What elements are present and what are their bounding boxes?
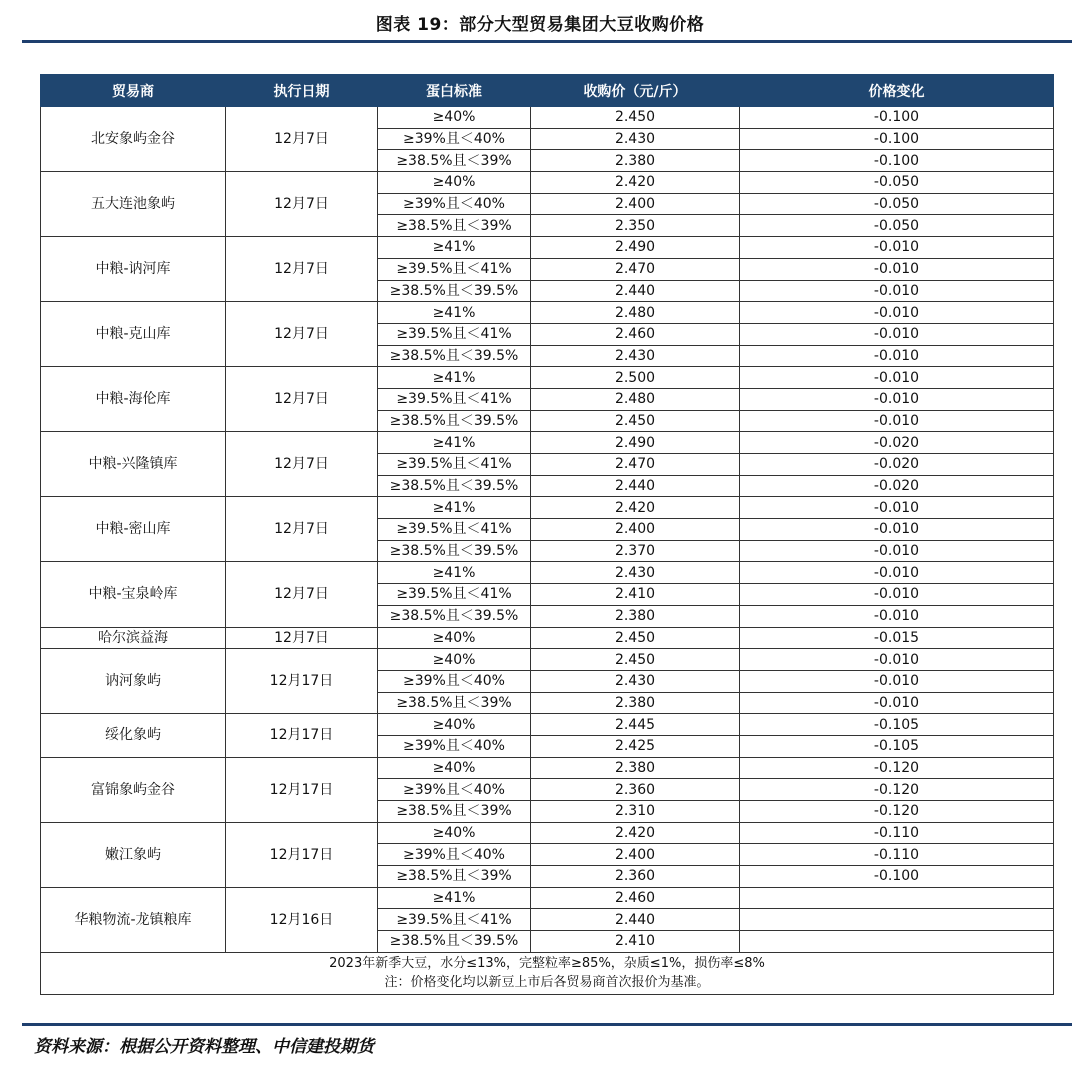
protein-cell: ≥39.5%且＜41% xyxy=(378,519,531,541)
change-cell: -0.120 xyxy=(740,779,1054,801)
price-cell: 2.380 xyxy=(531,692,740,714)
price-cell: 2.450 xyxy=(531,107,740,129)
date-cell: 12月7日 xyxy=(226,432,378,497)
change-cell: -0.105 xyxy=(740,714,1054,736)
change-cell xyxy=(740,887,1054,909)
price-cell: 2.445 xyxy=(531,714,740,736)
protein-cell: ≥41% xyxy=(378,432,531,454)
change-cell: -0.105 xyxy=(740,735,1054,757)
change-cell: -0.110 xyxy=(740,822,1054,844)
price-cell: 2.350 xyxy=(531,215,740,237)
price-cell: 2.440 xyxy=(531,280,740,302)
note-line: 注：价格变化均以新豆上市后各贸易商首次报价为基准。 xyxy=(384,974,710,990)
protein-cell: ≥39%且＜40% xyxy=(378,193,531,215)
price-cell: 2.440 xyxy=(531,475,740,497)
price-cell: 2.470 xyxy=(531,258,740,280)
protein-cell: ≥38.5%且＜39% xyxy=(378,692,531,714)
change-cell: -0.020 xyxy=(740,475,1054,497)
table-body xyxy=(41,107,1054,995)
source-note: 资料来源：根据公开资料整理、中信建投期货 xyxy=(34,1037,374,1057)
protein-cell: ≥38.5%且＜39% xyxy=(378,866,531,888)
table-row xyxy=(41,822,1054,844)
protein-cell: ≥39%且＜40% xyxy=(378,128,531,150)
change-cell: -0.010 xyxy=(740,410,1054,432)
date-cell: 12月7日 xyxy=(226,562,378,627)
price-cell: 2.420 xyxy=(531,497,740,519)
change-cell: -0.050 xyxy=(740,215,1054,237)
price-cell: 2.480 xyxy=(531,302,740,324)
protein-cell: ≥39%且＜40% xyxy=(378,735,531,757)
price-cell: 2.440 xyxy=(531,909,740,931)
source-divider xyxy=(22,1023,1072,1026)
protein-cell: ≥38.5%且＜39% xyxy=(378,150,531,172)
change-cell xyxy=(740,931,1054,953)
trader-cell: 讷河象屿 xyxy=(41,649,226,714)
table-row xyxy=(41,649,1054,671)
price-cell: 2.380 xyxy=(531,757,740,779)
table-row xyxy=(41,237,1054,259)
soybean-price-table xyxy=(40,74,1054,995)
change-cell: -0.100 xyxy=(740,128,1054,150)
protein-cell: ≥40% xyxy=(378,627,531,649)
table-row xyxy=(41,562,1054,584)
change-cell: -0.010 xyxy=(740,367,1054,389)
price-cell: 2.400 xyxy=(531,193,740,215)
change-cell: -0.010 xyxy=(740,497,1054,519)
protein-cell: ≥40% xyxy=(378,757,531,779)
change-cell: -0.020 xyxy=(740,432,1054,454)
date-cell: 12月7日 xyxy=(226,172,378,237)
price-cell: 2.430 xyxy=(531,670,740,692)
trader-cell: 中粮-兴隆镇库 xyxy=(41,432,226,497)
header-protein: 蛋白标准 xyxy=(378,75,531,107)
change-cell xyxy=(740,909,1054,931)
price-cell: 2.490 xyxy=(531,237,740,259)
protein-cell: ≥39.5%且＜41% xyxy=(378,909,531,931)
protein-cell: ≥39.5%且＜41% xyxy=(378,454,531,476)
price-cell: 2.470 xyxy=(531,454,740,476)
protein-cell: ≥38.5%且＜39.5% xyxy=(378,345,531,367)
change-cell: -0.010 xyxy=(740,540,1054,562)
table-header-row xyxy=(41,75,1054,107)
change-cell: -0.010 xyxy=(740,302,1054,324)
change-cell: -0.010 xyxy=(740,649,1054,671)
trader-cell: 中粮-密山库 xyxy=(41,497,226,562)
protein-cell: ≥40% xyxy=(378,822,531,844)
table-row xyxy=(41,497,1054,519)
trader-cell: 中粮-讷河库 xyxy=(41,237,226,302)
trader-cell: 中粮-宝泉岭库 xyxy=(41,562,226,627)
price-cell: 2.500 xyxy=(531,367,740,389)
price-cell: 2.490 xyxy=(531,432,740,454)
protein-cell: ≥41% xyxy=(378,237,531,259)
price-cell: 2.410 xyxy=(531,584,740,606)
change-cell: -0.010 xyxy=(740,519,1054,541)
date-cell: 12月7日 xyxy=(226,107,378,172)
change-cell: -0.010 xyxy=(740,605,1054,627)
change-cell: -0.010 xyxy=(740,584,1054,606)
change-cell: -0.020 xyxy=(740,454,1054,476)
date-cell: 12月16日 xyxy=(226,887,378,952)
date-cell: 12月17日 xyxy=(226,714,378,757)
protein-cell: ≥41% xyxy=(378,302,531,324)
price-cell: 2.310 xyxy=(531,801,740,823)
protein-cell: ≥38.5%且＜39.5% xyxy=(378,605,531,627)
price-cell: 2.360 xyxy=(531,866,740,888)
change-cell: -0.010 xyxy=(740,345,1054,367)
protein-cell: ≥40% xyxy=(378,172,531,194)
protein-cell: ≥40% xyxy=(378,649,531,671)
trader-cell: 北安象屿金谷 xyxy=(41,107,226,172)
notes-row xyxy=(41,952,1054,994)
change-cell: -0.120 xyxy=(740,801,1054,823)
price-cell: 2.400 xyxy=(531,844,740,866)
protein-cell: ≥38.5%且＜39.5% xyxy=(378,931,531,953)
price-cell: 2.380 xyxy=(531,150,740,172)
change-cell: -0.010 xyxy=(740,237,1054,259)
trader-cell: 绥化象屿 xyxy=(41,714,226,757)
table-row xyxy=(41,302,1054,324)
protein-cell: ≥39.5%且＜41% xyxy=(378,258,531,280)
price-cell: 2.410 xyxy=(531,931,740,953)
protein-cell: ≥40% xyxy=(378,107,531,129)
change-cell: -0.050 xyxy=(740,172,1054,194)
price-cell: 2.450 xyxy=(531,627,740,649)
price-cell: 2.425 xyxy=(531,735,740,757)
price-cell: 2.430 xyxy=(531,128,740,150)
trader-cell: 富锦象屿金谷 xyxy=(41,757,226,822)
change-cell: -0.100 xyxy=(740,107,1054,129)
header-change: 价格变化 xyxy=(740,75,1054,107)
table-row xyxy=(41,887,1054,909)
protein-cell: ≥38.5%且＜39% xyxy=(378,215,531,237)
date-cell: 12月17日 xyxy=(226,649,378,714)
trader-cell: 哈尔滨益海 xyxy=(41,627,226,649)
price-cell: 2.430 xyxy=(531,345,740,367)
header-price: 收购价（元/斤） xyxy=(531,75,740,107)
change-cell: -0.010 xyxy=(740,692,1054,714)
table-row xyxy=(41,757,1054,779)
price-cell: 2.450 xyxy=(531,649,740,671)
table-row xyxy=(41,432,1054,454)
change-cell: -0.015 xyxy=(740,627,1054,649)
trader-cell: 华粮物流-龙镇粮库 xyxy=(41,887,226,952)
header-trader: 贸易商 xyxy=(41,75,226,107)
figure-title: 图表 19：部分大型贸易集团大豆收购价格 xyxy=(375,15,705,35)
header-date: 执行日期 xyxy=(226,75,378,107)
price-cell: 2.430 xyxy=(531,562,740,584)
price-cell: 2.450 xyxy=(531,410,740,432)
date-cell: 12月7日 xyxy=(226,627,378,649)
trader-cell: 中粮-克山库 xyxy=(41,302,226,367)
change-cell: -0.010 xyxy=(740,280,1054,302)
protein-cell: ≥40% xyxy=(378,714,531,736)
protein-cell: ≥38.5%且＜39.5% xyxy=(378,410,531,432)
date-cell: 12月17日 xyxy=(226,757,378,822)
protein-cell: ≥39%且＜40% xyxy=(378,844,531,866)
date-cell: 12月7日 xyxy=(226,302,378,367)
protein-cell: ≥41% xyxy=(378,497,531,519)
change-cell: -0.100 xyxy=(740,150,1054,172)
change-cell: -0.010 xyxy=(740,562,1054,584)
price-cell: 2.400 xyxy=(531,519,740,541)
protein-cell: ≥41% xyxy=(378,887,531,909)
protein-cell: ≥39.5%且＜41% xyxy=(378,388,531,410)
protein-cell: ≥39.5%且＜41% xyxy=(378,323,531,345)
date-cell: 12月7日 xyxy=(226,237,378,302)
price-cell: 2.480 xyxy=(531,388,740,410)
title-divider xyxy=(22,40,1072,43)
price-cell: 2.460 xyxy=(531,323,740,345)
change-cell: -0.050 xyxy=(740,193,1054,215)
notes-cell xyxy=(41,952,1054,994)
protein-cell: ≥39.5%且＜41% xyxy=(378,584,531,606)
protein-cell: ≥41% xyxy=(378,367,531,389)
price-cell: 2.420 xyxy=(531,822,740,844)
protein-cell: ≥38.5%且＜39% xyxy=(378,801,531,823)
change-cell: -0.010 xyxy=(740,670,1054,692)
trader-cell: 嫩江象屿 xyxy=(41,822,226,887)
table-row xyxy=(41,107,1054,129)
change-cell: -0.110 xyxy=(740,844,1054,866)
price-cell: 2.420 xyxy=(531,172,740,194)
table-row xyxy=(41,714,1054,736)
note-line: 2023年新季大豆，水分≤13%，完整粒率≥85%，杂质≤1%，损伤率≤8% xyxy=(329,955,765,971)
price-cell: 2.370 xyxy=(531,540,740,562)
change-cell: -0.100 xyxy=(740,866,1054,888)
protein-cell: ≥38.5%且＜39.5% xyxy=(378,540,531,562)
date-cell: 12月7日 xyxy=(226,497,378,562)
protein-cell: ≥38.5%且＜39.5% xyxy=(378,280,531,302)
protein-cell: ≥39%且＜40% xyxy=(378,670,531,692)
table-row xyxy=(41,627,1054,649)
protein-cell: ≥38.5%且＜39.5% xyxy=(378,475,531,497)
price-cell: 2.360 xyxy=(531,779,740,801)
protein-cell: ≥41% xyxy=(378,562,531,584)
change-cell: -0.010 xyxy=(740,323,1054,345)
date-cell: 12月17日 xyxy=(226,822,378,887)
table-row xyxy=(41,367,1054,389)
change-cell: -0.120 xyxy=(740,757,1054,779)
change-cell: -0.010 xyxy=(740,388,1054,410)
trader-cell: 五大连池象屿 xyxy=(41,172,226,237)
protein-cell: ≥39%且＜40% xyxy=(378,779,531,801)
price-cell: 2.380 xyxy=(531,605,740,627)
date-cell: 12月7日 xyxy=(226,367,378,432)
trader-cell: 中粮-海伦库 xyxy=(41,367,226,432)
table-row xyxy=(41,172,1054,194)
change-cell: -0.010 xyxy=(740,258,1054,280)
price-cell: 2.460 xyxy=(531,887,740,909)
